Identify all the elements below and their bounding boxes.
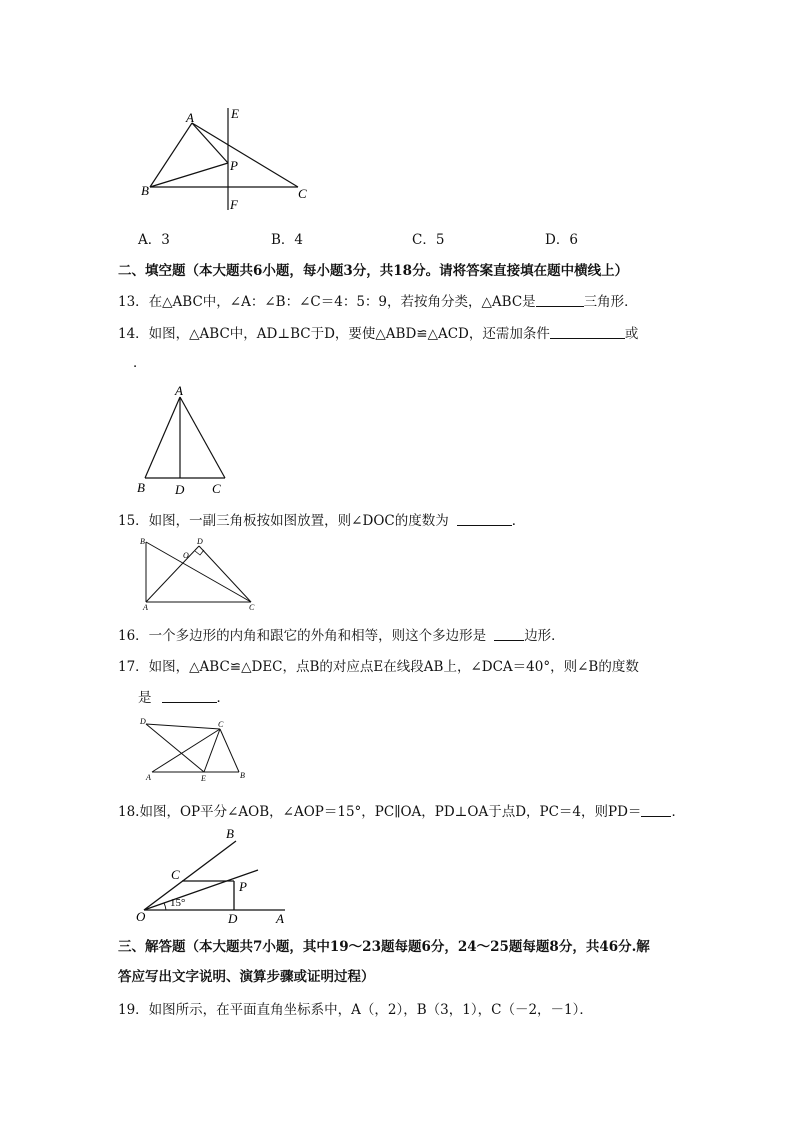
section2-heading: 二、填空题（本大题共6小题，每小题3分，共18分。请将答案直接填在题中横线上） bbox=[118, 263, 629, 279]
segment-ap bbox=[192, 123, 228, 163]
q13-text: 13．在△ABC中，∠A：∠B：∠C＝4：5：9，若按角分类，△ABC是 bbox=[118, 294, 536, 310]
segment-ac bbox=[180, 397, 225, 478]
segment-de bbox=[146, 724, 204, 772]
ray-ob bbox=[144, 841, 236, 910]
segment-ce bbox=[204, 729, 220, 772]
figure-q12 bbox=[130, 100, 330, 215]
label-d: D bbox=[140, 717, 146, 726]
label-c: C bbox=[249, 603, 255, 612]
question-18 bbox=[118, 800, 685, 820]
label-c: C bbox=[171, 867, 180, 882]
segment-ab bbox=[145, 397, 180, 478]
question-15 bbox=[118, 509, 525, 529]
figure-q18 bbox=[130, 823, 300, 928]
segment-dc bbox=[146, 724, 220, 729]
q16-text: 16．一个多边形的内角和跟它的外角和相等，则这个多边形是 bbox=[118, 628, 487, 644]
q16-answer-blank[interactable] bbox=[494, 628, 524, 641]
label-o: O bbox=[136, 909, 146, 924]
question-17 bbox=[118, 655, 639, 675]
label-c: C bbox=[298, 186, 307, 201]
q16-tail: 边形． bbox=[524, 628, 565, 644]
q15-answer-blank[interactable] bbox=[457, 513, 512, 526]
q18-tail: ． bbox=[671, 804, 685, 820]
figure-q15 bbox=[138, 536, 263, 611]
label-d: D bbox=[228, 911, 238, 926]
q13-tail: 三角形． bbox=[583, 294, 638, 310]
label-c: C bbox=[218, 720, 224, 729]
segment-ab bbox=[150, 123, 192, 187]
label-b: B bbox=[137, 480, 145, 495]
label-b: B bbox=[240, 771, 245, 780]
figure-q14 bbox=[130, 382, 240, 497]
option-c: C．5 bbox=[412, 232, 445, 248]
q14-tail: 或 bbox=[624, 326, 639, 342]
label-o: O bbox=[183, 551, 189, 560]
label-b: B bbox=[140, 537, 145, 546]
q17-answer-blank[interactable] bbox=[162, 690, 217, 703]
label-a: A bbox=[175, 383, 183, 398]
question-16 bbox=[118, 624, 565, 644]
option-b: B．4 bbox=[271, 232, 304, 248]
q13-answer-blank[interactable] bbox=[536, 294, 584, 307]
segment-bp bbox=[150, 163, 228, 187]
angle-arc bbox=[164, 903, 166, 910]
q14-text: 14．如图，△ABC中，AD⊥BC于D，要使△ABD≌△ACD，还需加条件 bbox=[118, 326, 550, 342]
q15-text: 15．如图，一副三角板按如图放置，则∠DOC的度数为 bbox=[118, 513, 449, 529]
q17-text: 17．如图，△ABC≌△DEC，点B的对应点E在线段AB上，∠DCA＝40°，则∠B的度数 bbox=[118, 659, 639, 675]
segment-ac bbox=[192, 123, 298, 187]
label-p: P bbox=[239, 879, 247, 894]
segment-cb bbox=[220, 729, 239, 772]
label-e: E bbox=[201, 774, 206, 783]
segment-ad bbox=[146, 546, 199, 602]
q14-line2: ． bbox=[133, 355, 147, 371]
q15-tail: ． bbox=[511, 513, 526, 529]
label-a: A bbox=[276, 911, 284, 926]
label-p: P bbox=[230, 158, 238, 173]
label-d: D bbox=[197, 537, 203, 546]
segment-bc bbox=[146, 542, 251, 602]
label-d: D bbox=[175, 482, 185, 497]
section3-heading-line2: 答应写出文字说明、演算步骤或证明过程） bbox=[118, 969, 375, 985]
section3-heading-line1: 三、解答题（本大题共7小题，其中19～23题每题6分，24～25题每题8分，共46分.解 bbox=[118, 939, 650, 955]
figure-q17 bbox=[138, 715, 253, 785]
angle-label: 15° bbox=[170, 897, 186, 909]
label-a: A bbox=[146, 773, 151, 782]
question-17-line2 bbox=[138, 686, 230, 706]
right-angle-mark bbox=[195, 550, 204, 555]
label-c: C bbox=[212, 481, 221, 496]
segment-ac bbox=[152, 729, 220, 772]
q18-answer-blank[interactable] bbox=[641, 804, 671, 817]
label-b: B bbox=[141, 183, 149, 198]
question-13 bbox=[118, 290, 638, 310]
q14-answer-blank-1[interactable] bbox=[550, 326, 625, 339]
q17-tail: ． bbox=[216, 690, 230, 706]
option-d: D．6 bbox=[545, 232, 578, 248]
label-a: A bbox=[143, 603, 148, 612]
label-b: B bbox=[226, 826, 234, 841]
label-a: A bbox=[186, 110, 194, 125]
label-f: F bbox=[230, 197, 238, 212]
segment-dc bbox=[199, 546, 251, 602]
label-e: E bbox=[231, 106, 239, 121]
q17-line2-text: 是 bbox=[138, 690, 152, 706]
q18-text: 18.如图，OP平分∠AOB，∠AOP＝15°，PC∥OA，PD⊥OA于点D，PC＝4，则PD＝ bbox=[118, 804, 642, 820]
option-a: A．3 bbox=[138, 232, 170, 248]
question-14 bbox=[118, 322, 638, 342]
question-19: 19．如图所示，在平面直角坐标系中，A（，2），B（3，1），C（－2，－1）． bbox=[118, 1002, 593, 1018]
